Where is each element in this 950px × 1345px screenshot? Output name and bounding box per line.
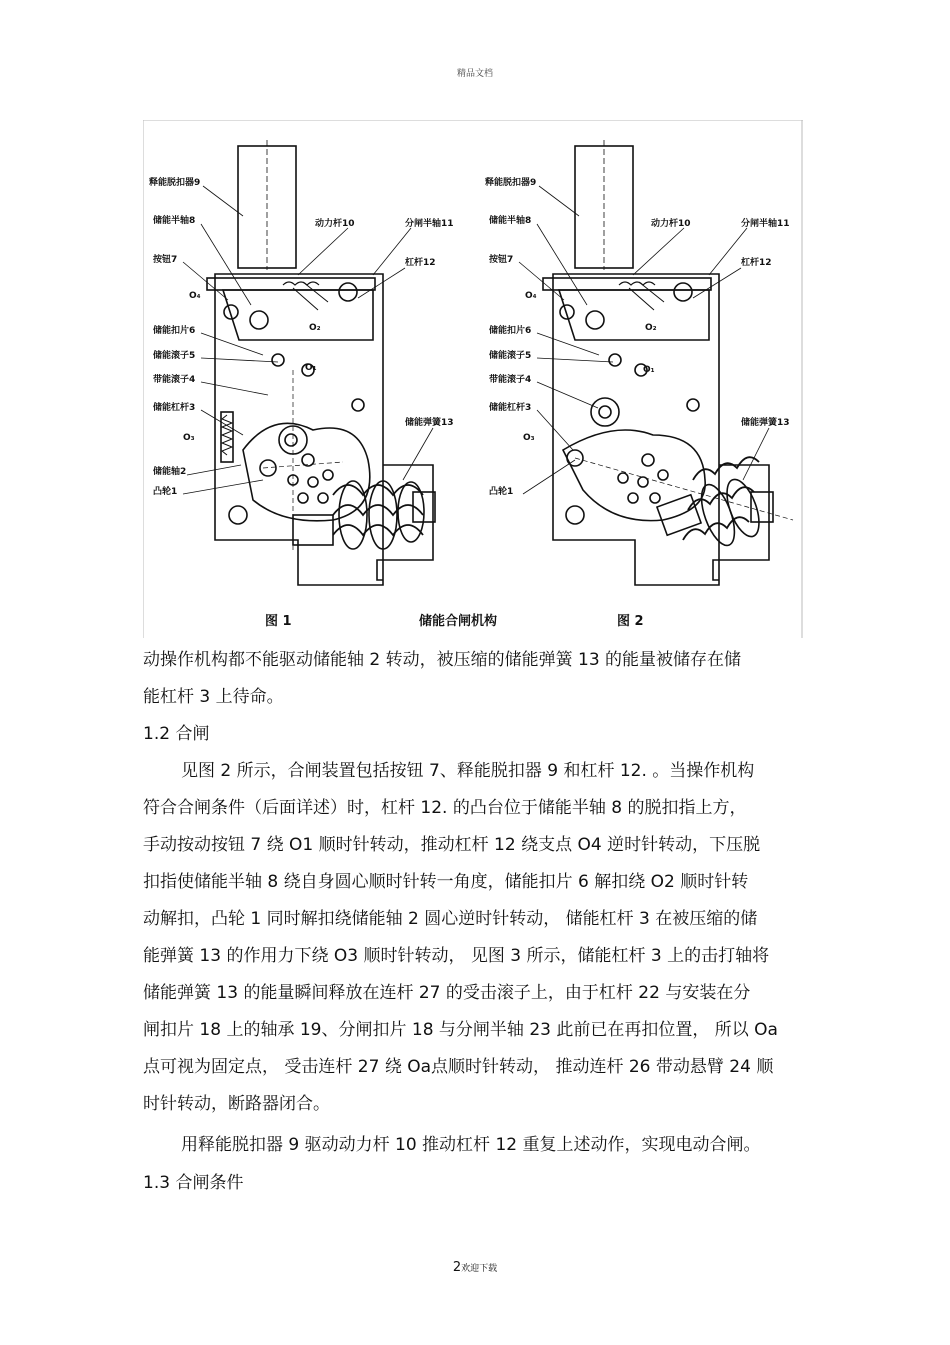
figure-1-drawing (207, 140, 435, 585)
text-line: 符合合闸条件（后面详述）时，杠杆 12. 的凸台位于储能半轴 8 的脱扣指上方， (143, 798, 747, 818)
text-line: 闸扣片 18 上的轴承 19、分闸扣片 18 与分闸半轴 23 此前已在再扣位置， 所以 Oa (143, 1020, 778, 1040)
text-line: 动操作机构都不能驱动储能轴 2 转动，被压缩的储能弹簧 13 的能量被储存在储 (143, 650, 742, 670)
fig2-label: O₄ (525, 291, 537, 301)
figure-2-drawing (543, 140, 793, 585)
fig1-label: O₁ (305, 363, 317, 373)
mechanism-figure (143, 120, 805, 638)
fig1-label: O₄ (189, 291, 201, 301)
fig2-label: 储能杠杆3 (489, 403, 532, 413)
fig2-label: O₃ (523, 433, 535, 443)
fig1-label: 储能滚子5 (153, 351, 196, 361)
fig2-label: 带能滚子4 (489, 375, 532, 385)
heading-1-2: 1.2 合闸 (143, 724, 210, 744)
fig1-label: 凸轮1 (153, 487, 178, 497)
fig1-label: 按钮7 (153, 255, 178, 265)
fig1-label: 储能半轴8 (153, 216, 196, 226)
fig1-label: 释能脱扣器9 (149, 178, 201, 188)
text-line: 用释能脱扣器 9 驱动动力杆 10 推动杠杆 12 重复上述动作，实现电动合闸。 (181, 1135, 761, 1155)
section-heading (143, 1165, 808, 1202)
text-line: 动解扣，凸轮 1 同时解扣绕储能轴 2 圆心逆时针转动， 储能杠杆 3 在被压缩的储 (143, 909, 758, 929)
text-line: 储能弹簧 13 的能量瞬间释放在连杆 27 的受击滚子上，由于杠杆 22 与安装在分 (143, 983, 751, 1003)
fig1-label: 分闸半轴11 (405, 219, 454, 229)
fig2-label: 储能扣片6 (489, 326, 532, 336)
text-line: 能弹簧 13 的作用力下绕 O3 顺时针转动， 见图 3 所示，储能杠杆 3 上的击打轴将 (143, 946, 770, 966)
fig1-label: 动力杆10 (315, 219, 355, 229)
fig2-label: O₁ (643, 365, 655, 375)
heading-1-3: 1.3 合闸条件 (143, 1173, 244, 1193)
page-footer (0, 1260, 950, 1275)
figure-title: 储能合闸机构 (419, 614, 498, 629)
fig2-label: 储能滚子5 (489, 351, 532, 361)
page-number: 2 (452, 1260, 462, 1275)
text-line: 时针转动，断路器闭合。 (143, 1094, 330, 1114)
fig1-label: 储能轴2 (153, 467, 187, 477)
fig1-label: 储能扣片6 (153, 326, 196, 336)
figure-1-caption: 图 1 (265, 614, 292, 629)
text-line: 扣指使储能半轴 8 绕自身圆心顺时针转一角度，储能扣片 6 解扣绕 O2 顺时针转 (143, 872, 749, 892)
fig2-label: O₂ (645, 323, 657, 333)
fig1-label: 带能滚子4 (153, 375, 196, 385)
fig1-label: 储能弹簧13 (405, 418, 454, 428)
paragraph-electric-closing (143, 1127, 808, 1164)
fig1-label: 储能杠杆3 (153, 403, 196, 413)
fig2-label: 释能脱扣器9 (485, 178, 537, 188)
figure-1-labels (149, 176, 454, 497)
paragraph-closing (143, 753, 808, 1123)
figure-2-labels (485, 176, 790, 497)
fig2-label: 储能半轴8 (489, 216, 532, 226)
fig1-label: O₃ (183, 433, 195, 443)
fig1-label: 杠杆12 (405, 258, 436, 268)
footer-text: 欢迎下载 (461, 1264, 498, 1274)
page-header: 精品文档 (456, 69, 493, 79)
fig2-label: 动力杆10 (651, 219, 691, 229)
fig2-label: 按钮7 (489, 255, 514, 265)
fig2-label: 储能弹簧13 (741, 418, 790, 428)
fig1-label: O₂ (309, 323, 321, 333)
text-line: 手动按动按钮 7 绕 O1 顺时针转动，推动杠杆 12 绕支点 O4 逆时针转动，下压脱 (143, 835, 761, 855)
text-line: 见图 2 所示，合闸装置包括按钮 7、释能脱扣器 9 和杠杆 12. 。当操作机构 (181, 761, 755, 781)
text-line: 能杠杆 3 上待命。 (143, 687, 284, 707)
text-line: 点可视为固定点， 受击连杆 27 绕 Oa点顺时针转动， 推动连杆 26 带动悬臂 24 顺 (143, 1057, 774, 1077)
fig2-label: 分闸半轴11 (741, 219, 790, 229)
paragraph-continuation (143, 642, 808, 716)
figure-2-caption: 图 2 (617, 614, 644, 629)
section-heading (143, 716, 808, 753)
fig2-label: 杠杆12 (741, 258, 772, 268)
fig2-label: 凸轮1 (489, 487, 514, 497)
